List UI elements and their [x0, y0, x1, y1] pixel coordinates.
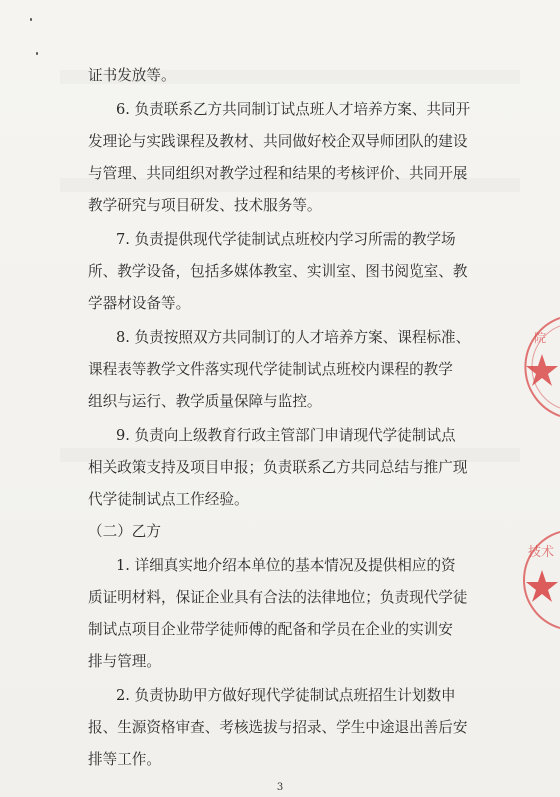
text-line: 与管理、共同组织对教学过程和结果的考核评价、共同开展 [88, 165, 468, 182]
text-line: 7. 负责提供现代学徒制试点班校内学习所需的教学场 [116, 231, 456, 248]
section-heading: （二）乙方 [88, 523, 161, 540]
text-line: 质证明材料，保证企业具有合法的法律地位；负责现代学徒 [88, 589, 468, 606]
text-line: 发理论与实践课程及教材、共同做好校企双导师团队的建设 [88, 133, 468, 150]
text-line: 学器材设备等。 [88, 295, 191, 312]
text-line: 8. 负责按照双方共同制订的人才培养方案、课程标准、 [116, 329, 471, 346]
text-line: 代学徒制试点工作经验。 [88, 491, 249, 508]
text-line: 报、生源资格审查、考核选拔与招录、学生中途退出善后安 [88, 719, 468, 736]
seal-stamp-icon [516, 530, 560, 630]
text-line: 组织与运行、教学质量保障与监控。 [88, 393, 322, 410]
text-line: 相关政策支持及项目申报；负责联系乙方共同总结与推广现 [88, 459, 468, 476]
seal-stamp-icon [520, 312, 560, 422]
text-line: 课程表等教学文件落实现代学徒制试点班校内课程的教学 [88, 361, 453, 378]
text-line: 制试点项目企业带学徒师傅的配备和学员在企业的实训安 [88, 621, 453, 638]
scan-speck [36, 52, 38, 55]
text-line: 所、教学设备，包括多媒体教室、实训室、图书阅览室、教 [88, 263, 468, 280]
text-line: 证书发放等。 [88, 67, 176, 84]
text-line: 教学研究与项目研发、技术服务等。 [88, 197, 322, 214]
text-line: 9. 负责向上级教育行政主管部门申请现代学徒制试点 [116, 427, 456, 444]
page-number: 3 [276, 782, 284, 793]
text-line: 1. 详细真实地介绍本单位的基本情况及提供相应的资 [116, 557, 456, 574]
text-line: 排与管理。 [88, 653, 161, 670]
red-seal-top [520, 312, 560, 422]
text-line: 2. 负责协助甲方做好现代学徒制试点班招生计划数申 [116, 687, 456, 704]
svg-text:技术: 技术 [528, 545, 555, 560]
text-line: 排等工作。 [88, 751, 161, 768]
text-line: 6. 负责联系乙方共同制订试点班人才培养方案、共同开 [116, 101, 471, 118]
scan-speck [30, 18, 32, 21]
red-seal-bottom [516, 530, 560, 630]
svg-text:院: 院 [534, 331, 547, 345]
